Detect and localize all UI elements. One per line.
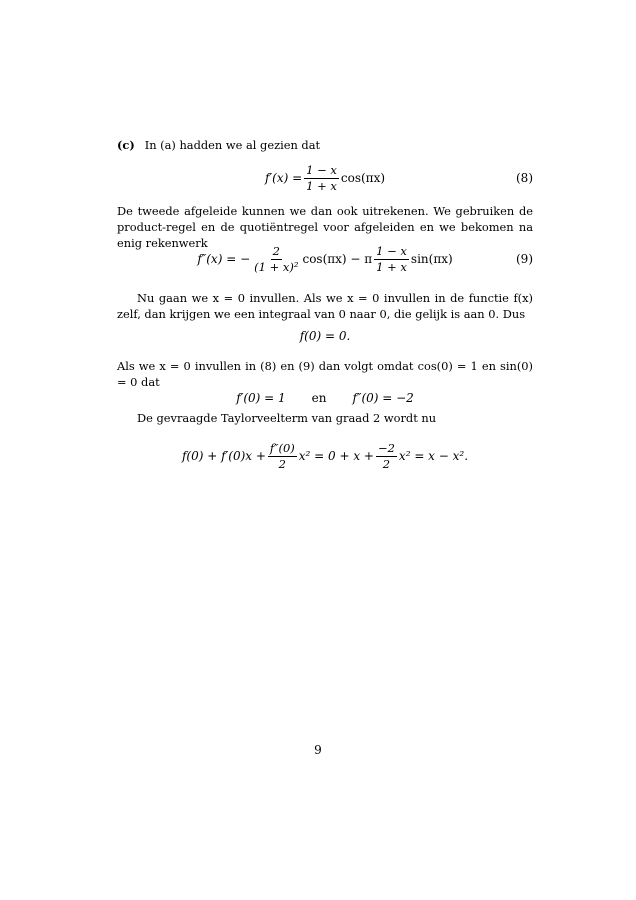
taylor-part-1: f(0) + f′(0)x + <box>181 449 266 463</box>
eq9-frac1-denominator: (1 + x)² <box>254 259 299 274</box>
eq8-denominator: 1 + x <box>306 178 337 193</box>
eq8-rhs: cos(πx) <box>340 171 386 185</box>
eq-deriv-left: f′(0) = 1 <box>236 391 286 405</box>
taylor-frac2-numerator: −2 <box>377 440 395 455</box>
equation-8 <box>117 160 533 196</box>
eq9-fraction-2 <box>374 245 409 274</box>
eq-f0-text: f(0) = 0. <box>299 329 351 343</box>
eq8-fraction <box>304 164 339 193</box>
page-number: 9 <box>314 743 322 757</box>
taylor-frac2-denominator: 2 <box>382 456 391 471</box>
paragraph-3: Nu gaan we x = 0 invullen. Als we x = 0 invullen in de functie f(x) zelf, dan krijgen we een integraal van 0 naar 0, die gelijk is aan 0. Dus <box>117 291 533 321</box>
eq9-number: (9) <box>516 252 533 266</box>
eq9-frac2-denominator: 1 + x <box>376 259 407 274</box>
taylor-part-2: x² = 0 + x + <box>298 449 374 463</box>
eq9-lhs: f″(x) = − <box>197 252 251 266</box>
paragraph-4: Als we x = 0 invullen in (8) en (9) dan volgt omdat cos(0) = 1 en sin(0) = 0 dat <box>117 359 533 389</box>
eq9-frac1-numerator: 2 <box>272 243 280 258</box>
equation-taylor <box>117 436 533 476</box>
equation-derivatives <box>117 388 533 408</box>
paragraph-5: De gevraagde Taylorveelterm van graad 2 wordt nu <box>137 411 437 425</box>
taylor-frac1-numerator: f″(0) <box>269 440 295 455</box>
taylor-frac1-denominator: 2 <box>278 456 286 471</box>
eq9-rhs: sin(πx) <box>410 252 453 266</box>
section-label: (c) <box>117 138 135 152</box>
taylor-fraction-2 <box>376 442 397 471</box>
intro-paragraph <box>117 137 533 153</box>
eq9-fraction-1 <box>252 245 300 274</box>
eq8-lhs: f′(x) = <box>264 171 303 185</box>
eq-deriv-right: f″(0) = −2 <box>352 391 414 405</box>
taylor-part-3: x² = x − x². <box>398 449 469 463</box>
eq9-frac2-numerator: 1 − x <box>376 243 407 258</box>
eq-deriv-connector: en <box>311 391 327 405</box>
eq8-number: (8) <box>516 171 533 185</box>
intro-text: In (a) hadden we al gezien dat <box>144 138 321 152</box>
taylor-fraction-1 <box>268 442 297 471</box>
eq8-numerator: 1 − x <box>306 162 337 177</box>
equation-f0 <box>117 326 533 346</box>
eq9-mid: cos(πx) − π <box>302 252 373 266</box>
equation-9 <box>117 240 533 278</box>
paragraph-2: De tweede afgeleide kunnen we dan ook uitrekenen. We gebruiken de product-regel en de quotiëntregel voor afgeleiden en we bekomen na enig rekenwerk <box>117 204 533 250</box>
